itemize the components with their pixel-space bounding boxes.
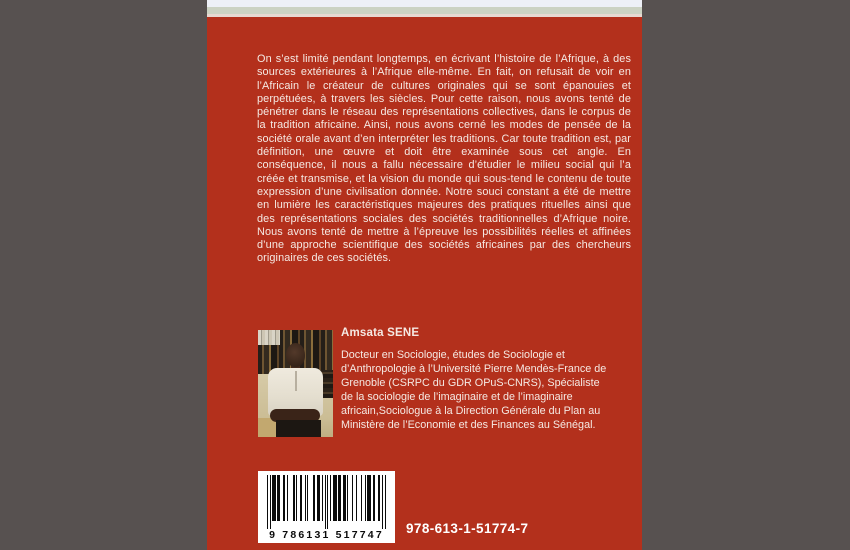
light-books	[258, 330, 280, 345]
cover-top-white-band	[207, 0, 642, 7]
book-back-cover	[207, 0, 642, 550]
cover-top-sage-band	[207, 7, 642, 14]
barcode-digits: 9 786131 517747	[269, 529, 384, 541]
author-bio: Docteur en Sociologie, études de Sociologie et d’Anthropologie à l’Université Pierre Mendès-France de Grenoble (CSRPC du GDR OPuS-CNRS), Spécialiste de la sociologie de l’imaginaire et de l’imaginaire africain,Sociologue à la Direction Générale du Plan au Ministère de l’Economie et des Finances au Sénégal.	[341, 349, 607, 431]
barcode	[258, 471, 395, 543]
person-head	[286, 343, 305, 367]
barcode-bars	[267, 475, 387, 531]
author-photo	[258, 330, 333, 437]
person-lap	[276, 420, 321, 437]
synopsis-text: On s’est limité pendant longtemps, en écrivant l’histoire de l’Afrique, à des sources extérieures à l’Afrique elle-même. En fait, on refusait de voir en l’Africain le créateur de cultures originales qui se sont épanouies et perpétuées, à travers les siècles. Pour cette raison, nous avons tenté de pénétrer dans le réseau des représentations collectives, dans le corpus de la tradition africaine. Ainsi, nous avons cerné les modes de pensée de la société orale avant d’en interpréter les traditions. Car toute tradition est, par définition, une œuvre et doit être examinée sous cet angle. En conséquence, il nous a fallu nécessaire d’étudier le milieu social qui l’a créée et transmise, et la vision du monde qui sous-tend le contenu de toute expression d’une civilisation donnée. Notre souci constant a été de mettre en lumière les caractéristiques majeures des pratiques rituelles ainsi que des représentations sociales des sociétés traditionnelles d’Afrique noire. Nous avons tenté de mettre à l’épreuve les possibilités réelles et affinées d’une approche scientifique des sociétés africaines par des chercheurs originaires de ces sociétés.	[257, 53, 631, 265]
cover-top-pink-band	[207, 14, 642, 17]
author-name: Amsata SENE	[341, 327, 420, 339]
isbn-text: 978-613-1-51774-7	[406, 521, 529, 536]
shirt-placket	[295, 371, 297, 391]
